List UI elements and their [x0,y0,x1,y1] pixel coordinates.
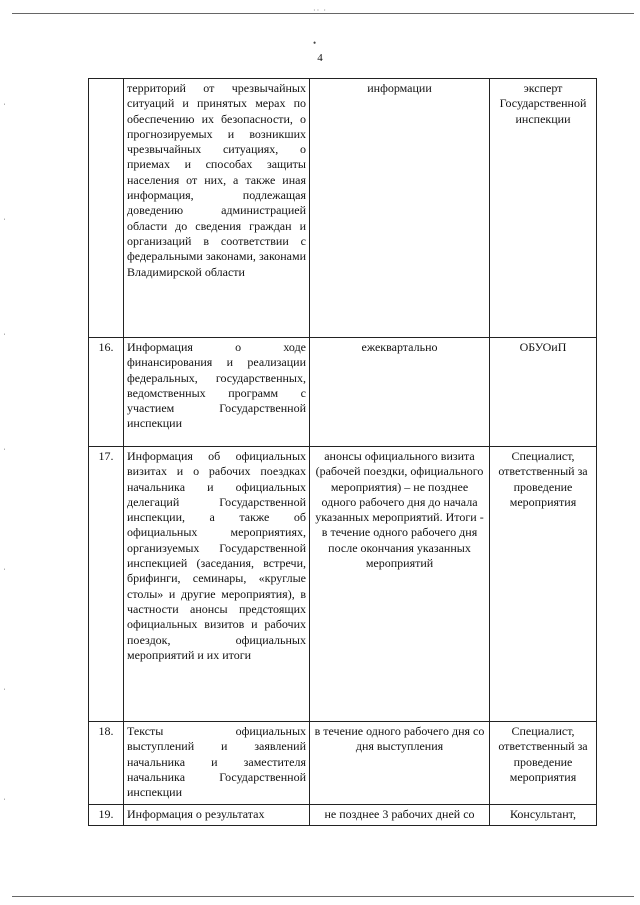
table-row [89,447,597,722]
publication-period: ежеквартально [310,338,490,447]
table-row [89,722,597,805]
responsible-person: ОБУОиП [490,338,597,447]
row-number [89,79,124,338]
margin-mark: ˌ [3,560,6,570]
row-number: 18. [89,722,124,805]
margin-mark: ˌ [3,790,6,800]
information-table [88,78,597,826]
publication-period: информации [310,79,490,338]
margin-mark: ˌ [3,95,6,105]
page-number: 4 [317,52,323,64]
responsible-person: Специалист, ответственный за проведение мероприятия [490,722,597,805]
responsible-person: Специалист, ответственный за проведение мероприятия [490,447,597,722]
publication-period: анонсы официального визита (рабочей поездки, официального мероприятия) – не позднее одного рабочего дня до начала указанных мероприятий. Итоги - в течение одного рабочего дня после окончания указанных мероприятий [310,447,490,722]
table-row [89,79,597,338]
row-number: 17. [89,447,124,722]
info-description: территорий от чрезвычайных ситуаций и принятых мерах по обеспечению их безопасности, о прогнозируемых и возникших чрезвычайных ситуациях, о приемах и способах защиты населения от них, а также иная информация, подлежащая доведению администрацией области до сведения граждан и организаций в соответствии с федеральными законами, законами Владимирской области [124,79,310,338]
publication-period: не позднее 3 рабочих дней со [310,805,490,826]
responsible-person: эксперт Государственной инспекции [490,79,597,338]
scan-artifact: ·· · [313,6,327,15]
row-number: 16. [89,338,124,447]
info-description: Тексты официальных выступлений и заявлений начальника и заместителя начальника Государственной инспекции [124,722,310,805]
margin-mark: ˌ [3,680,6,690]
responsible-person: Консультант, [490,805,597,826]
margin-mark: ˌ [3,325,6,335]
scan-bottom-edge [12,896,634,897]
info-description: Информация об официальных визитах и о рабочих поездках начальника и официальных делегаций Государственной инспекции, а также об официальных мероприятиях, организуемых Государственной инспекцией (заседания, встречи, брифинги, семинары, «круглые столы» и другие мероприятия), в частности анонсы предстоящих официальных визитов и рабочих поездок, официальных мероприятий и их итоги [124,447,310,722]
table-row [89,805,597,826]
margin-mark: ˌ [3,210,6,220]
publication-period: в течение одного рабочего дня со дня выступления [310,722,490,805]
row-number: 19. [89,805,124,826]
margin-mark: ˌ [3,440,6,450]
table-row [89,338,597,447]
scan-artifact-dot: • [313,38,317,48]
info-description: Информация о ходе финансирования и реализации федеральных, государственных, ведомственных программ с участием Государственной инспекции [124,338,310,447]
info-description: Информация о результатах [124,805,310,826]
